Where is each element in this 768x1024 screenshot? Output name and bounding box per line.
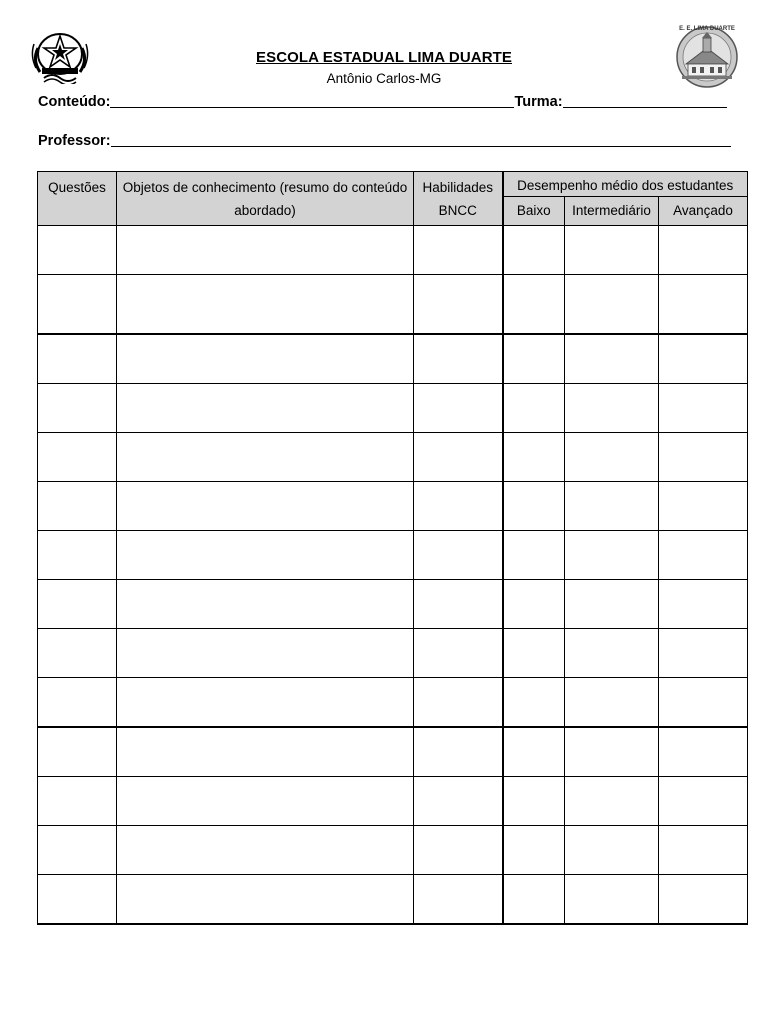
professor-row: [38, 132, 734, 149]
header-questoes: Questões: [38, 172, 117, 226]
intermediario-cell[interactable]: [565, 629, 659, 678]
school-seal-text: E. E. LIMA DUARTE: [679, 26, 735, 32]
habilidades-cell[interactable]: [414, 482, 503, 531]
habilidades-cell[interactable]: [414, 580, 503, 629]
avancado-cell[interactable]: [659, 678, 748, 728]
intermediario-cell[interactable]: [565, 875, 659, 925]
questao-cell[interactable]: [38, 875, 117, 925]
habilidades-cell[interactable]: [414, 727, 503, 777]
avancado-cell[interactable]: [659, 334, 748, 384]
table-row: [38, 531, 748, 580]
questao-cell[interactable]: [38, 433, 117, 482]
avancado-cell[interactable]: [659, 384, 748, 433]
baixo-cell[interactable]: [503, 777, 565, 826]
habilidades-cell[interactable]: [414, 678, 503, 728]
baixo-cell[interactable]: [503, 727, 565, 777]
intermediario-cell[interactable]: [565, 826, 659, 875]
questao-cell[interactable]: [38, 334, 117, 384]
questao-cell[interactable]: [38, 275, 117, 335]
questao-cell[interactable]: [38, 531, 117, 580]
avancado-cell[interactable]: [659, 482, 748, 531]
intermediario-cell[interactable]: [565, 226, 659, 275]
turma-field[interactable]: [563, 93, 727, 108]
habilidades-cell[interactable]: [414, 384, 503, 433]
avancado-cell[interactable]: [659, 580, 748, 629]
assessment-table: [37, 171, 748, 925]
questao-cell[interactable]: [38, 629, 117, 678]
intermediario-cell[interactable]: [565, 275, 659, 335]
objetos-cell[interactable]: [117, 875, 414, 925]
baixo-cell[interactable]: [503, 826, 565, 875]
objetos-cell[interactable]: [117, 482, 414, 531]
baixo-cell[interactable]: [503, 384, 565, 433]
table-row: [38, 875, 748, 925]
table-row: [38, 777, 748, 826]
objetos-cell[interactable]: [117, 678, 414, 728]
header-baixo: Baixo: [503, 197, 565, 226]
objetos-cell[interactable]: [117, 334, 414, 384]
objetos-cell[interactable]: [117, 777, 414, 826]
questao-cell[interactable]: [38, 727, 117, 777]
habilidades-cell[interactable]: [414, 875, 503, 925]
intermediario-cell[interactable]: [565, 384, 659, 433]
objetos-cell[interactable]: [117, 433, 414, 482]
habilidades-cell[interactable]: [414, 629, 503, 678]
habilidades-cell[interactable]: [414, 275, 503, 335]
questao-cell[interactable]: [38, 777, 117, 826]
habilidades-cell[interactable]: [414, 826, 503, 875]
baixo-cell[interactable]: [503, 334, 565, 384]
table-row: [38, 482, 748, 531]
table-row: [38, 678, 748, 728]
baixo-cell[interactable]: [503, 433, 565, 482]
conteudo-field[interactable]: [110, 93, 514, 108]
baixo-cell[interactable]: [503, 275, 565, 335]
header-desempenho: Desempenho médio dos estudantes: [503, 172, 748, 197]
avancado-cell[interactable]: [659, 629, 748, 678]
objetos-cell[interactable]: [117, 531, 414, 580]
intermediario-cell[interactable]: [565, 433, 659, 482]
questao-cell[interactable]: [38, 226, 117, 275]
conteudo-row: [38, 93, 734, 110]
turma-label: Turma:: [514, 94, 563, 110]
table-row: [38, 727, 748, 777]
baixo-cell[interactable]: [503, 875, 565, 925]
table-row: [38, 433, 748, 482]
habilidades-cell[interactable]: [414, 777, 503, 826]
intermediario-cell[interactable]: [565, 531, 659, 580]
header-habilidades: Habilidades BNCC: [414, 172, 503, 226]
table-row: [38, 275, 748, 335]
avancado-cell[interactable]: [659, 826, 748, 875]
baixo-cell[interactable]: [503, 580, 565, 629]
intermediario-cell[interactable]: [565, 482, 659, 531]
intermediario-cell[interactable]: [565, 727, 659, 777]
avancado-cell[interactable]: [659, 531, 748, 580]
intermediario-cell[interactable]: [565, 334, 659, 384]
professor-field[interactable]: [111, 132, 731, 147]
objetos-cell[interactable]: [117, 629, 414, 678]
objetos-cell[interactable]: [117, 384, 414, 433]
questao-cell[interactable]: [38, 678, 117, 728]
intermediario-cell[interactable]: [565, 580, 659, 629]
questao-cell[interactable]: [38, 580, 117, 629]
table-row: [38, 826, 748, 875]
header-avancado: Avançado: [659, 197, 748, 226]
table-row: [38, 384, 748, 433]
avancado-cell[interactable]: [659, 777, 748, 826]
objetos-cell[interactable]: [117, 727, 414, 777]
questao-cell[interactable]: [38, 826, 117, 875]
objetos-cell[interactable]: [117, 580, 414, 629]
baixo-cell[interactable]: [503, 482, 565, 531]
avancado-cell[interactable]: [659, 727, 748, 777]
avancado-cell[interactable]: [659, 226, 748, 275]
objetos-cell[interactable]: [117, 826, 414, 875]
conteudo-label: Conteúdo:: [38, 94, 111, 110]
school-city: Antônio Carlos-MG: [326, 71, 442, 86]
baixo-cell[interactable]: [503, 531, 565, 580]
avancado-cell[interactable]: [659, 875, 748, 925]
baixo-cell[interactable]: [503, 629, 565, 678]
objetos-cell[interactable]: [117, 226, 414, 275]
questao-cell[interactable]: [38, 384, 117, 433]
school-name: ESCOLA ESTADUAL LIMA DUARTE: [255, 49, 513, 66]
habilidades-cell[interactable]: [414, 531, 503, 580]
baixo-cell[interactable]: [503, 226, 565, 275]
questao-cell[interactable]: [38, 482, 117, 531]
intermediario-cell[interactable]: [565, 777, 659, 826]
avancado-cell[interactable]: [659, 433, 748, 482]
table-row: [38, 226, 748, 275]
avancado-cell[interactable]: [659, 275, 748, 335]
intermediario-cell[interactable]: [565, 678, 659, 728]
habilidades-cell[interactable]: [414, 226, 503, 275]
header-objetos: Objetos de conhecimento (resumo do conteúdo abordado): [117, 172, 414, 226]
habilidades-cell[interactable]: [414, 433, 503, 482]
habilidades-cell[interactable]: [414, 334, 503, 384]
table-row: [38, 334, 748, 384]
professor-label: Professor:: [38, 133, 111, 149]
baixo-cell[interactable]: [503, 678, 565, 728]
objetos-cell[interactable]: [117, 275, 414, 335]
table-row: [38, 580, 748, 629]
table-row: [38, 629, 748, 678]
header-intermediario: Intermediário: [565, 197, 659, 226]
